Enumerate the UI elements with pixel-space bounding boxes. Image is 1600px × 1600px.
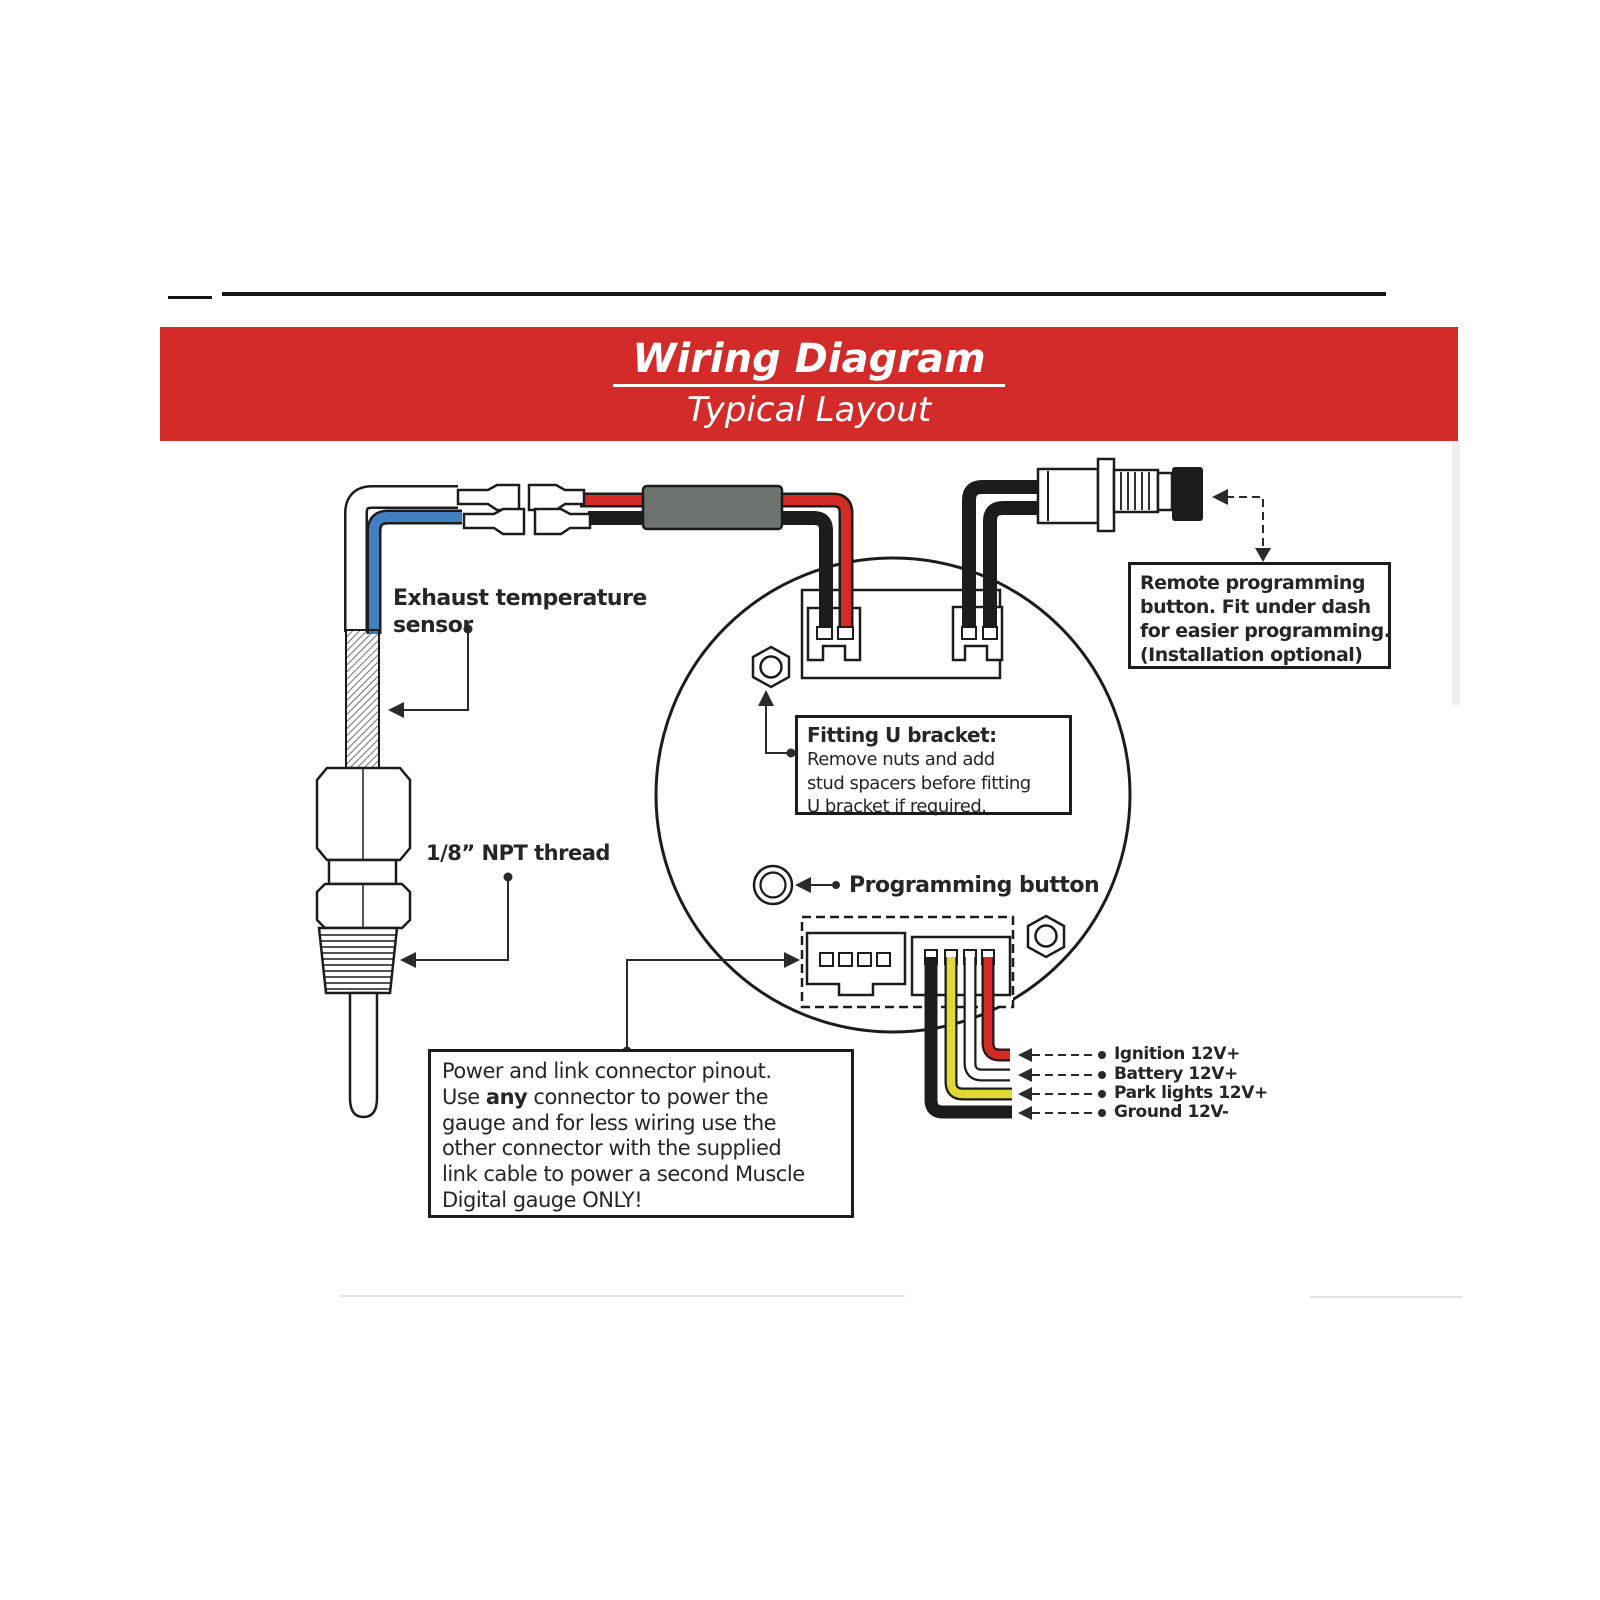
- power-box-line: Digital gauge ONLY!: [442, 1187, 643, 1212]
- npt-thread-label: 1/8” NPT thread: [426, 841, 610, 865]
- spade-female-top: [529, 485, 584, 510]
- fitting-box-title: Fitting U bracket:: [807, 723, 997, 747]
- programming-button-label: Programming button: [849, 873, 1100, 898]
- remote-button-assembly: [1038, 459, 1203, 531]
- exhaust-sensor-label: Exhaust temperature sensor: [393, 586, 647, 638]
- power-box-line: link cable to power a second Muscle: [442, 1162, 805, 1187]
- fitting-u-bracket-box: [795, 715, 1072, 815]
- banner-subtitle: Typical Layout: [686, 390, 932, 430]
- remote-button-cap: [1172, 467, 1203, 521]
- wire-label-ground: Ground 12V-: [1114, 1102, 1229, 1122]
- fitting-box-line: Remove nuts and add: [807, 749, 995, 770]
- plug-pin: [838, 627, 853, 639]
- power-box-line: Power and link connector pinout.: [442, 1059, 772, 1083]
- wire-label-parklights: Park lights 12V+: [1114, 1083, 1268, 1103]
- power-link-pinout-box: [428, 1049, 854, 1218]
- remote-programming-box: [1128, 562, 1391, 669]
- plug-pin: [962, 627, 976, 639]
- inline-connector-block: [643, 486, 782, 529]
- power-box-line: gauge and for less wiring use the: [442, 1110, 777, 1135]
- spade-male-top: [458, 485, 519, 510]
- plug-pin: [983, 627, 997, 639]
- programming-button-icon: [754, 866, 792, 904]
- fitting-box-line: U bracket if required.: [807, 796, 987, 817]
- banner-title: Wiring Diagram: [632, 336, 986, 382]
- remote-box-line: (Installation optional): [1140, 644, 1363, 666]
- stud-nut-top-icon: [753, 647, 789, 687]
- wire-label-ignition: Ignition 12V+: [1114, 1044, 1240, 1064]
- power-box-line: Use any connector to power the: [442, 1084, 769, 1109]
- fitting-box-line: stud spacers before fitting: [807, 772, 1031, 794]
- spade-female-bottom: [535, 509, 590, 534]
- power-box-line: other connector with the supplied: [442, 1136, 782, 1161]
- remote-box-line: for easier programming.: [1140, 620, 1391, 642]
- wire-label-battery: Battery 12V+: [1114, 1064, 1238, 1084]
- plug-pin: [817, 627, 832, 639]
- remote-box-line: button. Fit under dash: [1140, 596, 1371, 618]
- sensor-collar: [329, 860, 396, 884]
- sensor-probe-tip: [350, 993, 377, 1117]
- sensor-braid: [346, 630, 379, 768]
- spade-male-bottom: [464, 509, 524, 534]
- remote-box-line: Remote programming: [1140, 572, 1366, 594]
- stud-nut-bottom-icon: [1028, 916, 1064, 957]
